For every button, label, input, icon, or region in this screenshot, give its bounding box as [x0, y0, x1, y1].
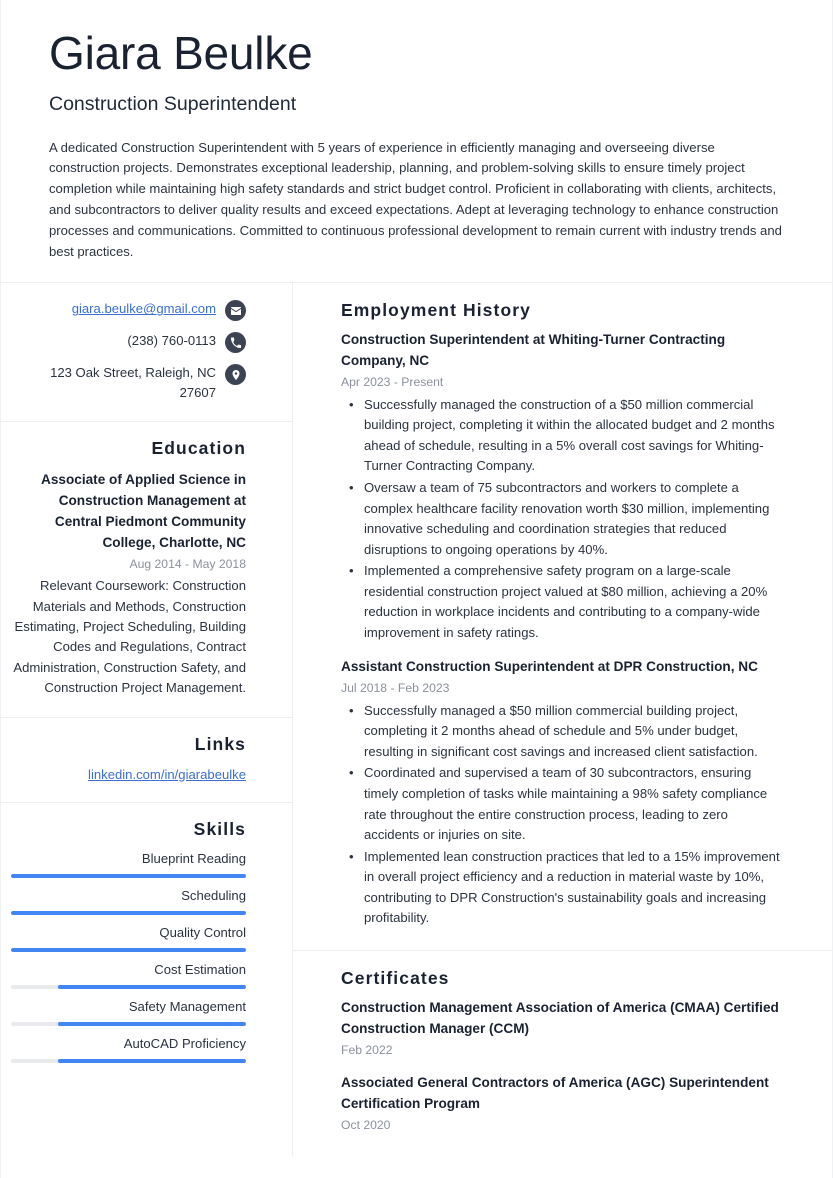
- page-title: Giara Beulke: [49, 27, 313, 79]
- skill-level-track: [11, 985, 246, 989]
- skills-section: [1, 803, 292, 1081]
- skill-label: Safety Management: [128, 999, 246, 1015]
- skill-level-fill: [11, 911, 246, 915]
- skill-item: [11, 850, 246, 878]
- skill-level-fill: [11, 948, 246, 952]
- education-section-title: Education: [151, 437, 246, 458]
- skill-level-fill: [58, 1022, 246, 1026]
- header-job-title: Construction Superintendent: [49, 93, 297, 116]
- certificates-section-title: Certificates: [341, 967, 450, 988]
- education-degree: Associate of Applied Science in Construction Management at Central Piedmont Community College, Charlotte, NC: [41, 471, 246, 551]
- skill-level-track: [11, 911, 246, 915]
- certificate-entry: [341, 998, 786, 1060]
- skill-item: [11, 998, 246, 1026]
- skill-level-track: [11, 1059, 246, 1063]
- education-section: [1, 422, 292, 718]
- employment-entry: [341, 657, 786, 928]
- skill-label: Quality Control: [159, 925, 246, 941]
- link-item-linkedin[interactable]: [11, 765, 246, 785]
- resume-body: [1, 283, 832, 1155]
- education-description: Relevant Coursework: Construction Materials and Methods, Construction Estimating, Project Scheduling, Building Codes and Regulations, Contract Administration, Construction Safety, and Construction Project Management.: [13, 578, 246, 696]
- employment-section-title: Employment History: [341, 300, 531, 321]
- employment-bullet: • Oversaw a team of 75 subcontractors and workers to complete a complex healthcare facility renovation worth $30 million, implementing innovative scheduling and coordination strategies that reduced disruptions to ongoing operations by 40%.: [341, 478, 786, 560]
- skill-label: Scheduling: [181, 888, 246, 904]
- links-section: [1, 718, 292, 804]
- employment-entry: [341, 330, 786, 643]
- address-value: 123 Oak Street, Raleigh, NC 27607: [50, 365, 216, 401]
- skill-level-fill: [11, 874, 246, 878]
- certificate-name: Associated General Contractors of America (AGC) Superintendent Certification Program: [341, 1075, 769, 1112]
- employment-bullet: • Successfully managed the construction of a $50 million commercial building project, completing it within the allocated budget and 2 months ahead of schedule, resulting in a 5% overall cost savings for Whiting-Turner Contracting Company.: [341, 395, 786, 477]
- skill-label: Cost Estimation: [154, 962, 246, 978]
- skill-item: [11, 887, 246, 915]
- skill-level-track: [11, 1022, 246, 1026]
- employment-job-date: Jul 2018 - Feb 2023: [341, 681, 450, 696]
- employment-bullet: • Implemented lean construction practices that led to a 15% improvement in overall project efficiency and a reduction in material waste by 10%, contributing to DPR Construction's sustainability goals and increasing profitability.: [341, 847, 786, 929]
- skill-item: [11, 1035, 246, 1063]
- contact-section: [1, 283, 292, 421]
- skill-label: AutoCAD Proficiency: [123, 1036, 246, 1052]
- location-pin-icon: [225, 364, 246, 385]
- contact-item-phone[interactable]: [11, 331, 246, 353]
- employment-job-heading: Assistant Construction Superintendent at DPR Construction, NC: [341, 659, 758, 675]
- certificate-date: Oct 2020: [341, 1118, 391, 1133]
- certificates-section: [293, 951, 832, 1156]
- skill-item: [11, 961, 246, 989]
- employment-bullet-list: [341, 701, 786, 929]
- certificate-name: Construction Management Association of America (CMAA) Certified Construction Manager (CCM): [341, 999, 779, 1036]
- email-value[interactable]: giara.beulke@gmail.com: [71, 301, 216, 317]
- linkedin-url[interactable]: linkedin.com/in/giarabeulke: [88, 766, 246, 782]
- skill-item: [11, 924, 246, 952]
- employment-bullet: • Successfully managed a $50 million commercial building project, completing it 2 months ahead of schedule and 5% under budget, resulting in significant cost savings and increased client satisfaction.: [341, 701, 786, 763]
- skill-level-fill: [58, 1059, 246, 1063]
- skill-level-track: [11, 948, 246, 952]
- links-section-title: Links: [194, 733, 246, 754]
- skills-section-title: Skills: [193, 819, 246, 840]
- phone-value: (238) 760-0113: [127, 333, 216, 349]
- skill-label: Blueprint Reading: [141, 851, 246, 867]
- employment-history-section: [293, 283, 832, 950]
- phone-icon: [225, 332, 246, 353]
- employment-job-date: Apr 2023 - Present: [341, 375, 444, 390]
- envelope-icon: [225, 300, 246, 321]
- contact-item-email[interactable]: [11, 299, 246, 321]
- skill-level-fill: [58, 985, 246, 989]
- employment-bullet: • Coordinated and supervised a team of 30 subcontractors, ensuring timely completion of tasks while maintaining a 98% safety compliance rate throughout the entire construction process, leading to zero accidents or injuries on site.: [341, 763, 786, 845]
- education-entry: [11, 469, 246, 699]
- employment-bullet: • Implemented a comprehensive safety program on a large-scale residential construction project valued at $80 million, achieving a 20% reduction in workplace incidents and contributing to a company-wide improvement in safety ratings.: [341, 561, 786, 643]
- certificate-date: Feb 2022: [341, 1042, 393, 1057]
- education-date: Aug 2014 - May 2018: [129, 556, 246, 571]
- resume-header: [1, 0, 832, 282]
- employment-job-heading: Construction Superintendent at Whiting-Turner Contracting Company, NC: [341, 332, 726, 369]
- employment-bullet-list: [341, 395, 786, 644]
- sidebar-left: [1, 283, 293, 1155]
- certificate-entry: [341, 1073, 786, 1135]
- contact-item-address[interactable]: [11, 363, 246, 402]
- skill-level-track: [11, 874, 246, 878]
- professional-summary: A dedicated Construction Superintendent with 5 years of experience in efficiently managing and overseeing diverse construction projects. Demonstrates exceptional leadership, planning, and problem-solving skills to ensure timely project completion while maintaining high safety standards and strict budget control. Proficient in collaborating with clients, architects, and subcontractors to deliver quality results and exceed expectations. Adept at leveraging technology to enhance construction processes and communications. Committed to continuous professional development to remain current with industry trends and best practices.: [49, 139, 782, 259]
- main-right: [293, 283, 832, 1155]
